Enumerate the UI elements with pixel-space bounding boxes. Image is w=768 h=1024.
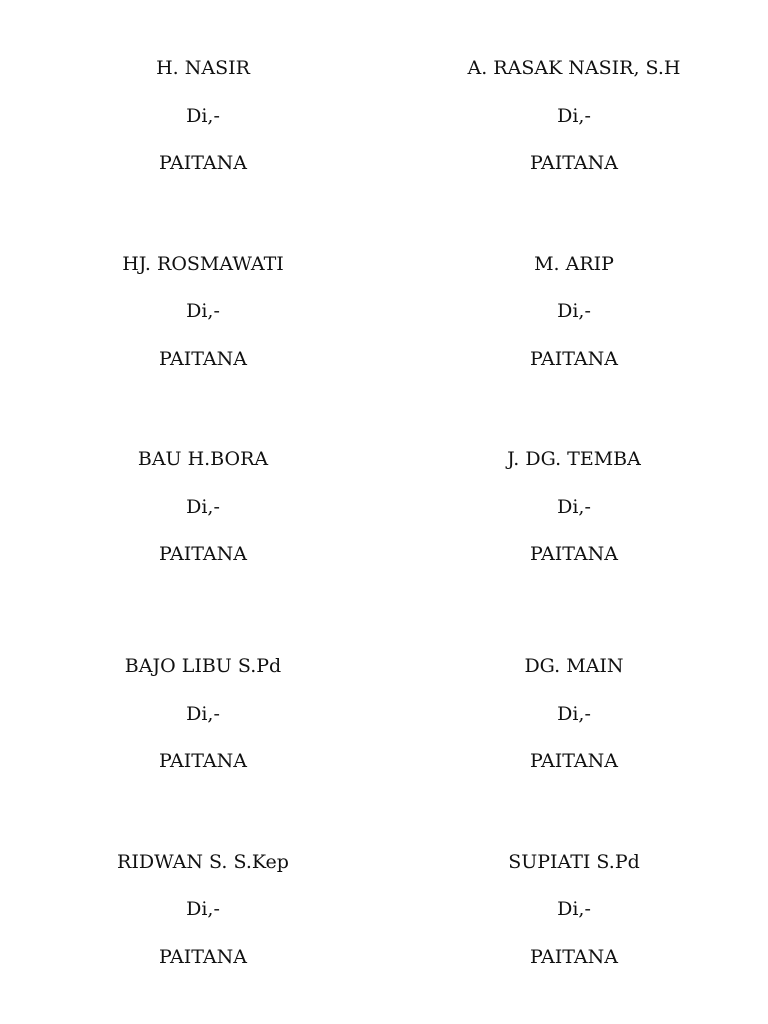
recipient-place: PAITANA [159, 750, 247, 772]
recipient-prefix: Di,- [186, 898, 220, 920]
recipient-place: PAITANA [530, 543, 618, 565]
recipient-prefix: Di,- [557, 300, 591, 322]
recipient-name: HJ. ROSMAWATI [122, 252, 284, 275]
recipient-prefix: Di,- [557, 495, 591, 518]
recipient-place: PAITANA [159, 152, 247, 174]
recipient-name: BAU H.BORA [137, 448, 269, 470]
recipient-prefix: Di,- [186, 300, 220, 322]
recipient-prefix: Di,- [186, 104, 220, 127]
recipient-name: A. RASAK NASIR, S.H [467, 57, 681, 79]
recipient-place: PAITANA [530, 945, 618, 968]
recipient-place: PAITANA [159, 347, 247, 370]
recipient-prefix: Di,- [186, 495, 220, 518]
recipient-name: M. ARIP [534, 252, 614, 275]
recipient-prefix: Di,- [186, 702, 220, 725]
address-label [424, 850, 724, 969]
recipient-place: PAITANA [530, 347, 618, 370]
address-label [53, 252, 353, 371]
recipient-name: BAJO LIBU S.Pd [124, 655, 282, 677]
address-label [53, 850, 353, 969]
recipient-place: PAITANA [530, 750, 618, 772]
address-label [53, 654, 353, 773]
recipient-place: PAITANA [159, 945, 247, 968]
address-label [424, 447, 724, 566]
recipient-name: J. DG. TEMBA [507, 448, 641, 470]
recipient-name: DG. MAIN [524, 655, 624, 677]
recipient-prefix: Di,- [557, 702, 591, 725]
recipient-name: SUPIATI S.Pd [508, 850, 640, 873]
address-label [424, 252, 724, 371]
recipient-name: RIDWAN S. S.Kep [117, 850, 289, 873]
address-label [53, 447, 353, 566]
recipient-prefix: Di,- [557, 104, 591, 127]
recipient-prefix: Di,- [557, 898, 591, 920]
address-label [424, 654, 724, 773]
address-label [424, 56, 724, 175]
recipient-place: PAITANA [159, 543, 247, 565]
recipient-name: H. NASIR [156, 57, 250, 79]
recipient-place: PAITANA [530, 152, 618, 174]
address-label [53, 56, 353, 175]
